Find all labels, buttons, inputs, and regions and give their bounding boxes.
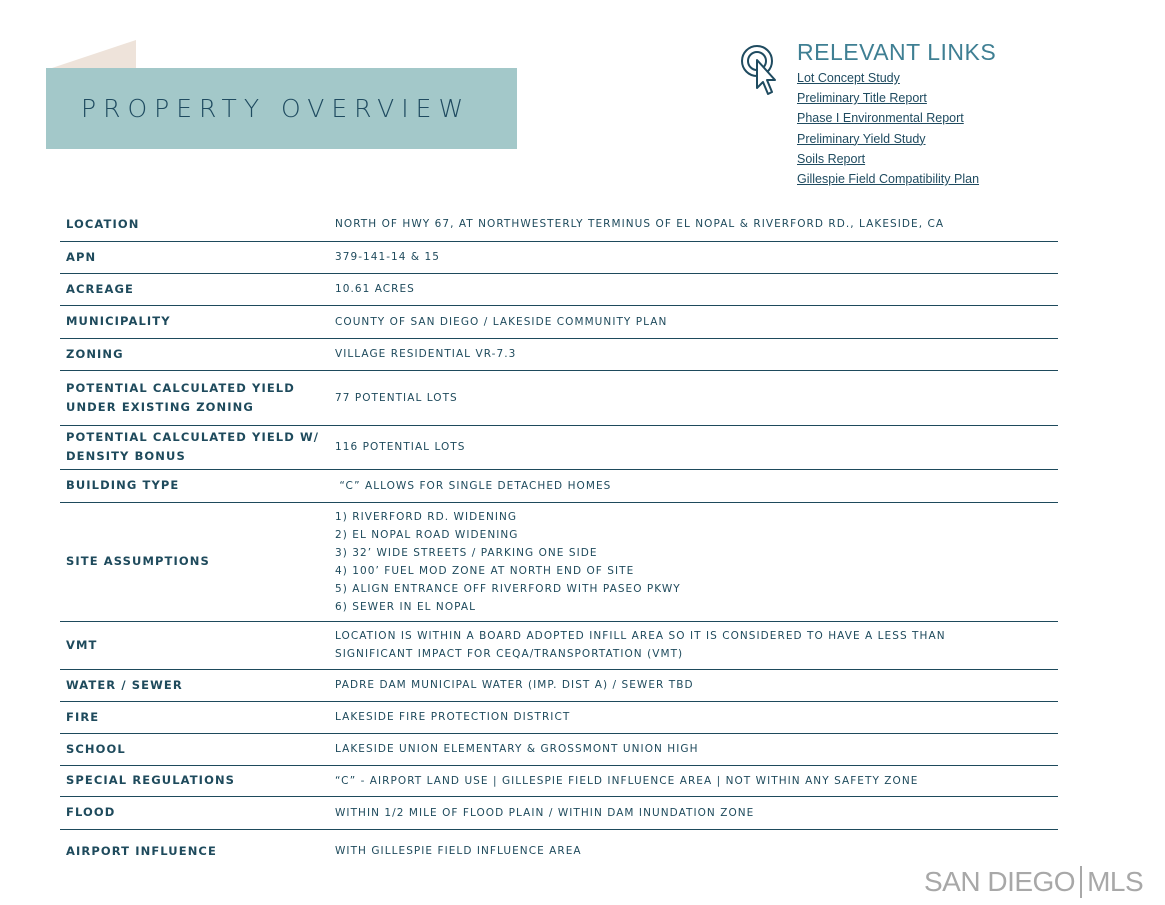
row-value: LAKESIDE UNION ELEMENTARY & GROSSMONT UNION HIGH: [329, 733, 1058, 765]
table-row: [60, 469, 1058, 502]
row-value: 10.61 ACRES: [329, 273, 1058, 305]
page-title: PROPERTY OVERVIEW: [81, 94, 471, 123]
table-row: [60, 208, 1058, 241]
table-row: [60, 425, 1058, 469]
row-label: BUILDING TYPE: [60, 469, 329, 502]
table-row: [60, 241, 1058, 273]
row-label: ZONING: [60, 338, 329, 370]
link-preliminary-title-report[interactable]: Preliminary Title Report: [797, 91, 927, 106]
row-label: WATER / SEWER: [60, 669, 329, 701]
title-banner: [46, 68, 517, 149]
link-lot-concept-study[interactable]: Lot Concept Study: [797, 71, 900, 85]
table-row: [60, 796, 1058, 829]
row-label: FIRE: [60, 701, 329, 733]
logo-text-right: MLS: [1087, 866, 1144, 897]
san-diego-mls-logo: [924, 866, 1143, 898]
row-value: LOCATION IS WITHIN A BOARD ADOPTED INFILL AREA SO IT IS CONSIDERED TO HAVE A LESS THAN SIGNIFICANT IMPACT FOR CEQA/TRANSPORTATION (VMT): [329, 621, 1058, 669]
row-value: 116 POTENTIAL LOTS: [329, 425, 1058, 469]
header-accent-shape: [46, 40, 136, 70]
logo-text-left: SAN DIEGO: [924, 866, 1076, 897]
row-label: VMT: [60, 621, 329, 669]
table-row: [60, 305, 1058, 338]
table-row: [60, 669, 1058, 701]
row-value: NORTH OF HWY 67, AT NORTHWESTERLY TERMINUS OF EL NOPAL & RIVERFORD RD., LAKESIDE, CA: [329, 208, 1058, 241]
table-row: [60, 829, 1058, 873]
table-row: [60, 502, 1058, 621]
row-value: PADRE DAM MUNICIPAL WATER (IMP. DIST A) / SEWER TBD: [329, 669, 1058, 701]
row-label: POTENTIAL CALCULATED YIELD W/ DENSITY BONUS: [60, 425, 329, 469]
row-value: VILLAGE RESIDENTIAL VR-7.3: [329, 338, 1058, 370]
row-label: POTENTIAL CALCULATED YIELD UNDER EXISTING ZONING: [60, 370, 329, 425]
row-value: “C” ALLOWS FOR SINGLE DETACHED HOMES: [329, 469, 1058, 502]
row-value: 1) RIVERFORD RD. WIDENING 2) EL NOPAL ROAD WIDENING 3) 32’ WIDE STREETS / PARKING ONE SIDE 4) 100’ FUEL MOD ZONE AT NORTH END OF SITE 5) ALIGN ENTRANCE OFF RIVERFORD WITH PASEO PKWY 6) SEWER IN EL NOPAL: [329, 502, 1058, 621]
link-gillespie-compatibility-plan[interactable]: Gillespie Field Compatibility Plan: [797, 172, 980, 187]
row-value: 77 POTENTIAL LOTS: [329, 370, 1058, 425]
table-row: [60, 733, 1058, 765]
table-row: [60, 338, 1058, 370]
table-row: [60, 273, 1058, 305]
row-value: WITHIN 1/2 MILE OF FLOOD PLAIN / WITHIN DAM INUNDATION ZONE: [329, 796, 1058, 829]
logo-divider: [1080, 866, 1082, 898]
table-row: [60, 701, 1058, 733]
row-value: COUNTY OF SAN DIEGO / LAKESIDE COMMUNITY PLAN: [329, 305, 1058, 338]
property-overview-table: [60, 208, 1058, 873]
table-row: [60, 621, 1058, 669]
link-phase-1-environmental-report[interactable]: Phase I Environmental Report: [797, 111, 964, 126]
table-row: [60, 765, 1058, 796]
pointer-click-icon: [740, 44, 784, 96]
row-value: “C” - AIRPORT LAND USE | GILLESPIE FIELD INFLUENCE AREA | NOT WITHIN ANY SAFETY ZONE: [329, 765, 1058, 796]
row-label: AIRPORT INFLUENCE: [66, 843, 217, 858]
row-label: LOCATION: [60, 208, 329, 241]
link-preliminary-yield-study[interactable]: Preliminary Yield Study: [797, 131, 926, 146]
row-label: SCHOOL: [60, 733, 329, 765]
table-row: [60, 370, 1058, 425]
row-label: SPECIAL REGULATIONS: [60, 765, 329, 796]
row-label: SITE ASSUMPTIONS: [60, 502, 329, 621]
relevant-links-title: RELEVANT LINKS: [797, 39, 997, 65]
link-soils-report[interactable]: Soils Report: [797, 151, 866, 166]
row-value: WITH GILLESPIE FIELD INFLUENCE AREA: [335, 845, 582, 858]
row-label: MUNICIPALITY: [60, 305, 329, 338]
row-value: 379-141-14 & 15: [329, 241, 1058, 273]
row-label: ACREAGE: [60, 273, 329, 305]
row-label: FLOOD: [60, 796, 329, 829]
relevant-links: [797, 38, 1137, 189]
row-value: LAKESIDE FIRE PROTECTION DISTRICT: [329, 701, 1058, 733]
row-label: APN: [60, 241, 329, 273]
